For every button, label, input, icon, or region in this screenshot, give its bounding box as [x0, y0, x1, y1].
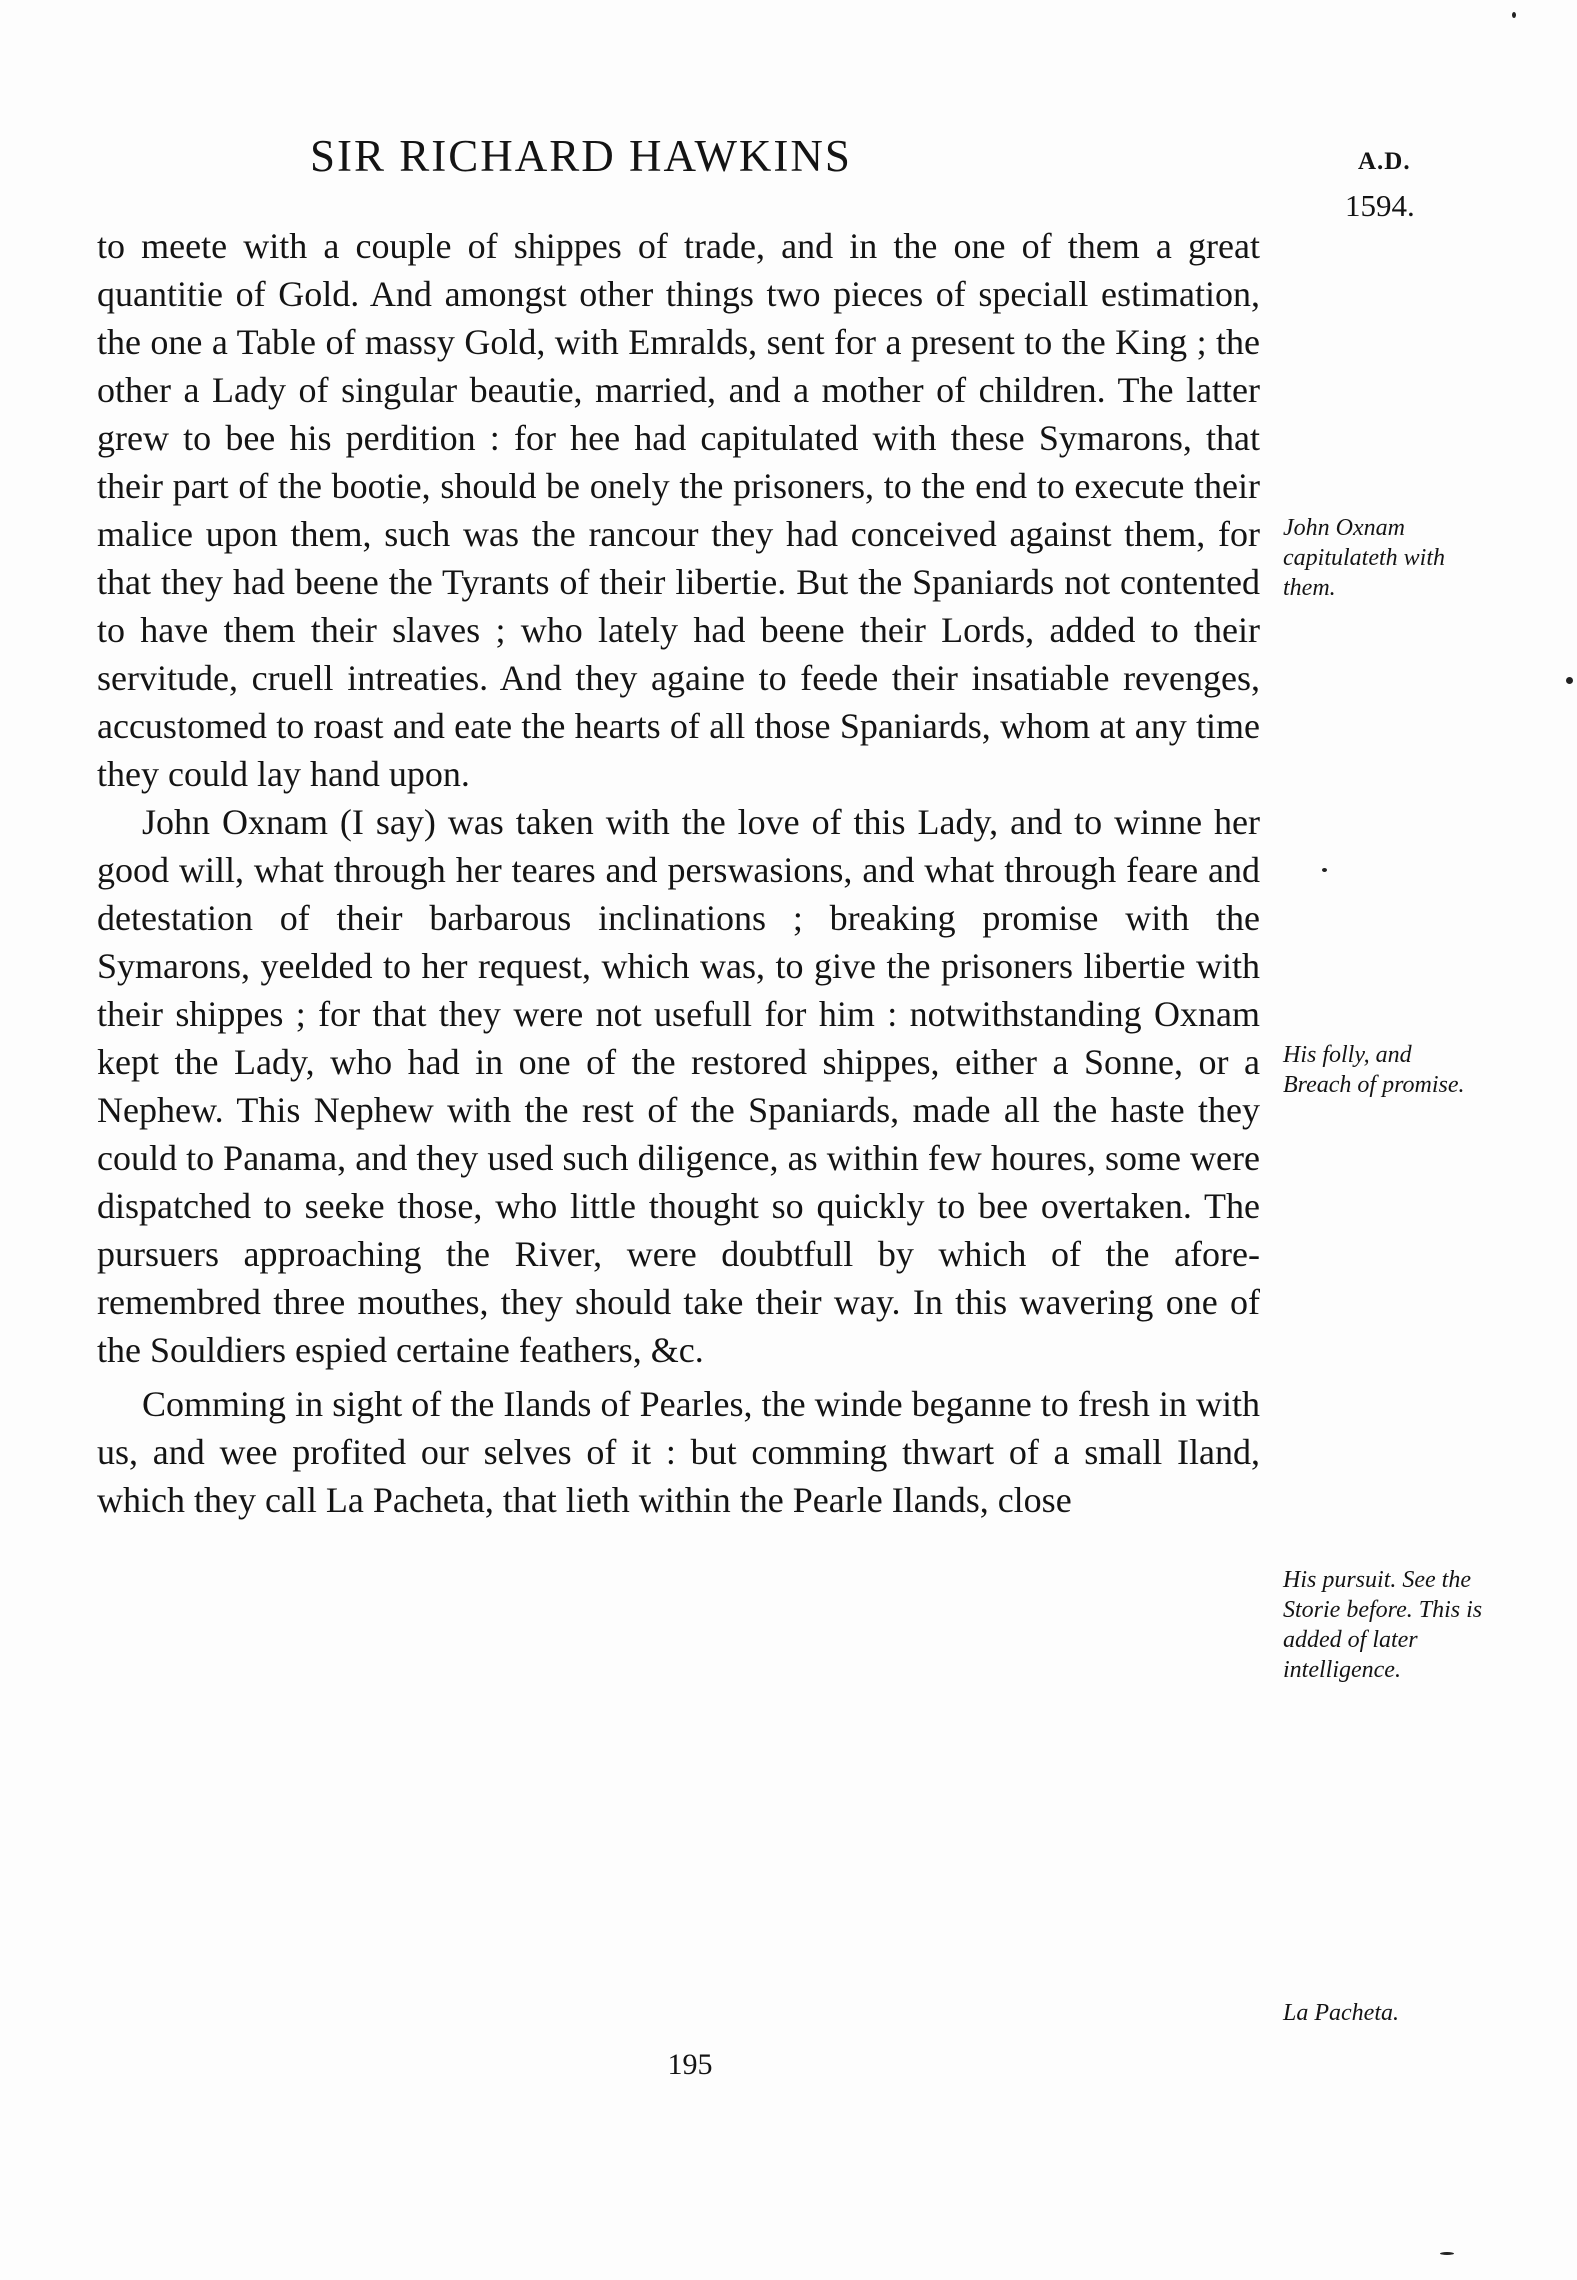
body-text: [97, 222, 1260, 1524]
margin-note-folly: His folly, and Breach of promise.: [1283, 1042, 1465, 1098]
running-head-era: A.D.: [1358, 148, 1411, 175]
margin-note-pursuit: His pursuit. See the Storie before. This is added of later intelligence.: [1283, 1567, 1483, 1683]
paragraph-3: Comming in sight of the Ilands of Pearles, the winde beganne to fresh in with us, and wee profited our selves of it : but comming thwart of a small Iland, which they call La Pacheta, that lieth within the Pearle Ilands, close: [97, 1384, 1260, 1520]
scan-speck: [1322, 868, 1327, 872]
paragraph-1: to meete with a couple of shippes of trade, and in the one of them a great quantitie of Gold. And amongst other things two pieces of speciall estimation, the one a Table of massy Gold, with Emralds, sent for a present to the King ; the other a Lady of singular beautie, married, and a mother of children. The latter grew to bee his perdition : for hee had capitulated with these Symarons, that their part of the bootie, should be onely the prisoners, to the end to execute their malice upon them, such was the rancour they had conceived against them, for that they had beene the Tyrants of their libertie. But the Spaniards not contented to have them their slaves ; who lately had beene their Lords, added to their servitude, cruell intreaties. And they againe to feede their insatiable revenges, accustomed to roast and eate the hearts of all those Spaniards, whom at any time they could lay hand upon.: [97, 226, 1260, 794]
running-head-title: SIR RICHARD HAWKINS: [310, 131, 852, 181]
scan-speck: [1440, 2252, 1454, 2255]
margin-note-la-pacheta: La Pacheta.: [1283, 2000, 1399, 2026]
page-number: 195: [667, 2048, 713, 2081]
scan-speck: [1512, 12, 1516, 18]
scan-speck: [1566, 677, 1573, 684]
paragraph-2: John Oxnam (I say) was taken with the love of this Lady, and to winne her good will, what through her teares and perswasions, and what through feare and detestation of their barbarous inclinations ; breaking promise with the Symarons, yeelded to her request, which was, to give the prisoners libertie with their shippes ; for that they were not usefull for him : notwithstanding Oxnam kept the Lady, who had in one of the restored shippes, either a Sonne, or a Nephew. This Nephew with the rest of the Spaniards, made all the haste they could to Panama, and they used such diligence, as within few houres, some were dispatched to seeke those, who little thought so quickly to bee overtaken. The pursuers approaching the River, were doubtfull by which of the afore-remembred three mouthes, they should take their way. In this wavering one of the Souldiers espied certaine feathers, &c.: [97, 802, 1260, 1370]
running-head-year: 1594.: [1345, 188, 1415, 223]
margin-note-oxnam-capitulateth: John Oxnam capitulateth with them.: [1283, 515, 1445, 601]
